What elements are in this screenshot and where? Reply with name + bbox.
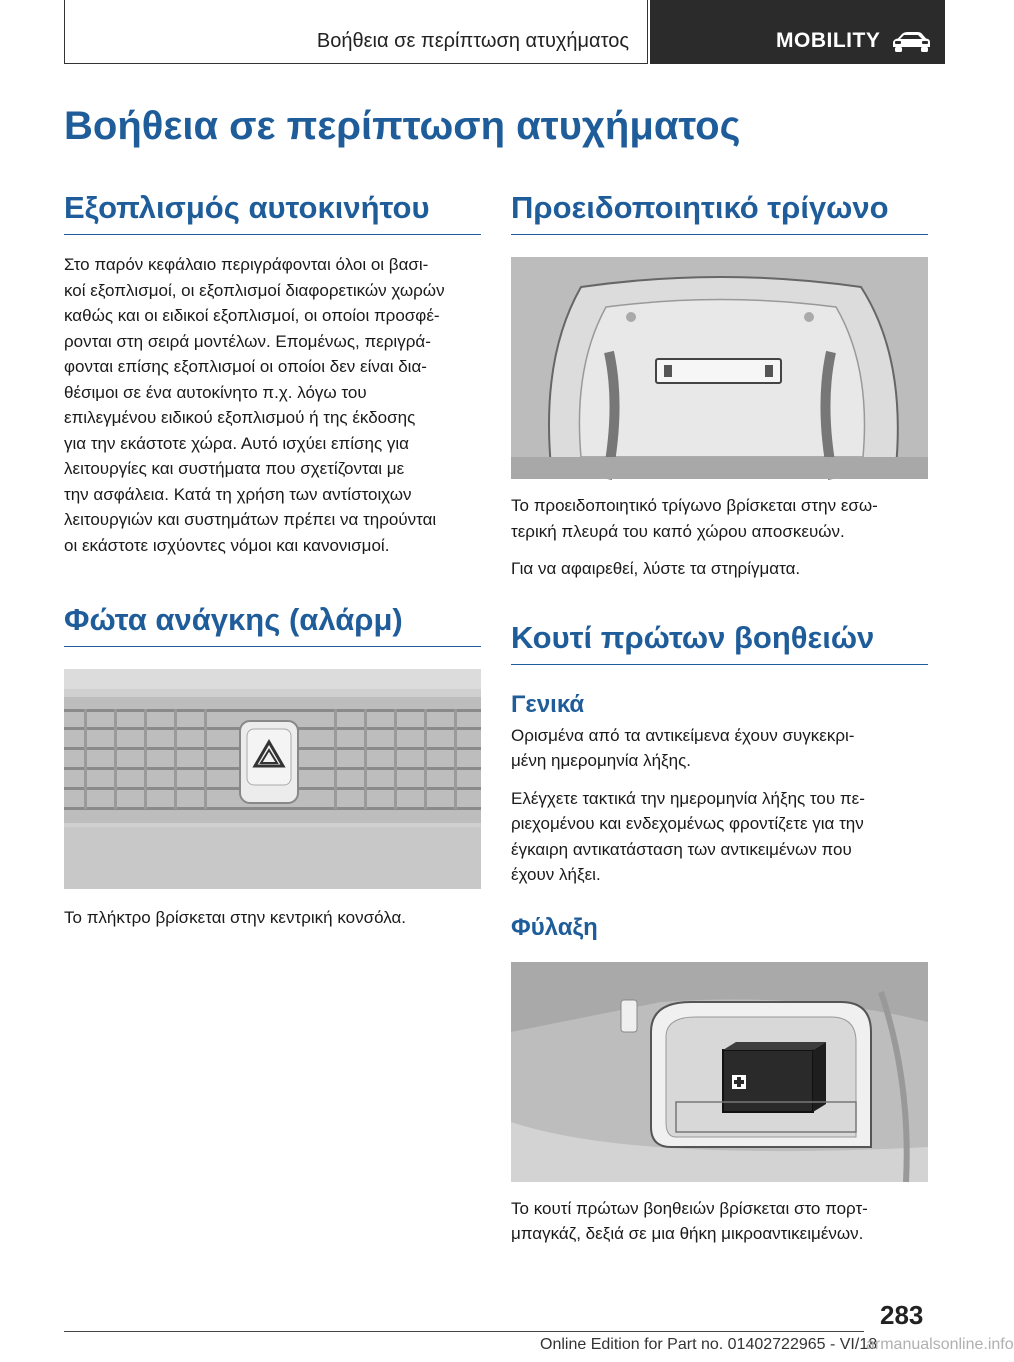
text-line: ριεχομένου και ενδεχομένως φροντίζετε για την (511, 814, 864, 833)
text-line: Ελέγχετε τακτικά την ημερομηνία λήξης του πε- (511, 788, 865, 808)
first-aid-kit-figure (511, 962, 928, 1182)
text-line: την ασφάλεια. Κατά τη χρήση των αντίστοιχων (64, 484, 412, 504)
section-heading-hazard: Φώτα ανάγκης (αλάρμ) (64, 602, 481, 647)
text-line: φονται επίσης εξοπλισμοί οι οποίοι δεν είναι δια- (64, 357, 427, 376)
footer-watermark: armanualsonline.info (866, 1336, 1014, 1353)
trunk-lid-illustration (511, 257, 928, 479)
text-line: θέσιμοι σε ένα αυτοκίνητο π.χ. λόγω του (64, 382, 367, 402)
car-icon (889, 30, 933, 54)
text-line: κοί εξοπλισμοί, οι εξοπλισμοί διαφορετικών χωρών (64, 280, 445, 300)
text-line: λειτουργίες και συστήματα που σχετίζονται με (64, 459, 405, 478)
running-header-title: Βοήθεια σε περίπτωση ατυχήματος (316, 30, 629, 52)
text-line: Το προειδοποιητικό τρίγωνο βρίσκεται στην εσω- (511, 496, 878, 515)
mobility-label: MOBILITY (776, 29, 881, 52)
text-line: Το κουτί πρώτων βοηθειών βρίσκεται στο πορτ- (511, 1198, 868, 1218)
footer-divider (64, 1331, 864, 1332)
text-line: Ορισμένα από τα αντικείμενα έχουν συγκεκρι- (511, 725, 855, 745)
text-line: μπαγκάζ, δεξιά σε μια θήκη μικροαντικειμένων. (511, 1224, 864, 1243)
subheading-general: Γενικά (511, 690, 585, 718)
text-line: λειτουργιών και συστημάτων πρέπει να τηρούνται (64, 510, 437, 529)
section-heading-firstaid: Κουτί πρώτων βοηθειών (511, 620, 928, 665)
text-line: επιλεγμένου ειδικού εξοπλισμού ή της έκδοσης (64, 408, 416, 427)
text-line: έγκαιρη αντικατάσταση των αντικειμένων που (511, 839, 852, 859)
hazard-caption: Το πλήκτρο βρίσκεται στην κεντρική κονσόλα. (64, 908, 407, 927)
triangle-instruction: Για να αφαιρεθεί, λύστε τα στηρίγματα. (511, 559, 801, 578)
text-line: ρονται στη σειρά μοντέλων. Επομένως, περιγρά- (64, 331, 431, 351)
general-paragraph-2 (511, 786, 928, 888)
footer-edition: Online Edition for Part no. 01402722965 - VI/18 (540, 1336, 878, 1353)
section-heading-equipment: Εξοπλισμός αυτοκινήτου (64, 190, 481, 235)
general-paragraph-1 (511, 723, 928, 774)
page-number: 283 (880, 1300, 924, 1330)
section-heading-triangle: Προειδοποιητικό τρίγωνο (511, 190, 928, 235)
triangle-caption (511, 493, 928, 544)
running-header (64, 0, 648, 64)
hazard-button-figure (64, 669, 481, 889)
text-line: οι εκάστοτε ισχύοντες νόμοι και κανονισμοί. (64, 535, 390, 555)
brand-bar[interactable] (650, 0, 945, 64)
left-column (64, 190, 481, 931)
text-line: τερική πλευρά του καπό χώρου αποσκευών. (511, 521, 845, 541)
page-title: Βοήθεια σε περίπτωση ατυχήματος (64, 104, 741, 148)
warning-triangle-figure (511, 257, 928, 479)
text-line: καθώς και οι ειδικοί εξοπλισμοί, οι οποίοι προσφέ- (64, 306, 440, 325)
subheading-storage: Φύλαξη (511, 913, 598, 941)
trunk-compartment-illustration (511, 962, 928, 1182)
text-line: Στο παρόν κεφάλαιο περιγράφονται όλοι οι βασι- (64, 255, 429, 274)
equipment-paragraph (64, 252, 481, 558)
text-line: έχουν λήξει. (511, 865, 601, 884)
text-line: για την εκάστοτε χώρα. Αυτό ισχύει επίσης για (64, 433, 410, 453)
right-column (511, 190, 928, 1247)
text-line: μένη ημερομηνία λήξης. (511, 751, 692, 770)
vent-illustration (64, 669, 481, 889)
storage-caption (511, 1196, 928, 1247)
